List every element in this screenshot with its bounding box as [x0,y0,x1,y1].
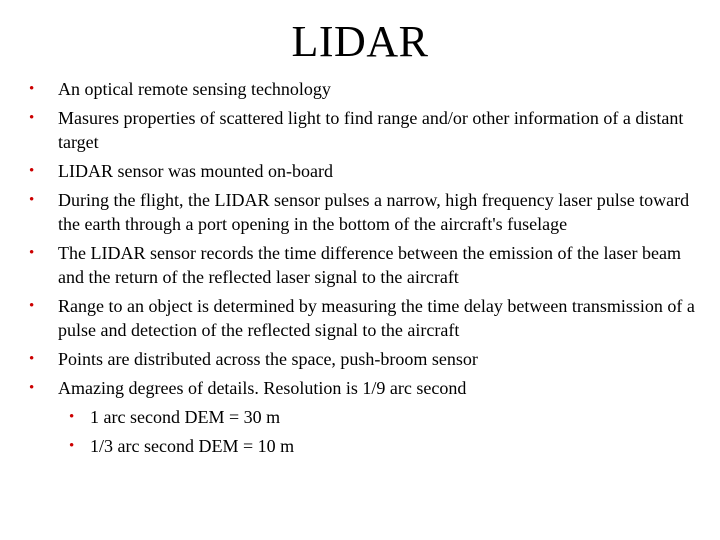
bullet-icon: • [29,245,35,261]
list-item [25,241,705,289]
bullet-icon: • [29,192,35,208]
bullet-icon: • [29,380,35,396]
list-item-text: LIDAR sensor was mounted on-board [58,161,333,181]
sub-list-item [25,405,705,429]
sub-bullet-icon: • [69,409,75,425]
bullet-icon: • [29,110,35,126]
list-item [25,159,705,183]
bullet-icon: • [29,81,35,97]
list-item [25,347,705,371]
bullet-icon: • [29,351,35,367]
list-item [25,188,705,236]
list-item-text: Amazing degrees of details. Resolution is 1/9 arc second [58,378,467,398]
list-item-text: Points are distributed across the space, push-broom sensor [58,349,478,369]
sub-list-item [25,434,705,458]
sub-list-item-text: 1/3 arc second DEM = 10 m [90,436,295,456]
slide-title: LIDAR [291,17,429,66]
list-item-text: An optical remote sensing technology [58,79,331,99]
bullet-list [25,77,705,463]
list-item-text: During the flight, the LIDAR sensor pulses a narrow, high frequency laser pulse toward the earth through a port opening in the bottom of the aircraft's fuselage [58,190,690,234]
bullet-icon: • [29,298,35,314]
list-item-text: The LIDAR sensor records the time difference between the emission of the laser beam and the return of the reflected laser signal to the aircraft [58,243,681,287]
bullet-icon: • [29,163,35,179]
list-item-text: Masures properties of scattered light to find range and/or other information of a distant target [58,108,684,152]
sub-list-item-text: 1 arc second DEM = 30 m [90,407,281,427]
list-item-text: Range to an object is determined by measuring the time delay between transmission of a pulse and detection of the reflected signal to the aircraft [58,296,695,340]
list-item [25,106,705,154]
list-item [25,294,705,342]
list-item [25,77,705,101]
sub-bullet-icon: • [69,438,75,454]
list-item [25,376,705,400]
